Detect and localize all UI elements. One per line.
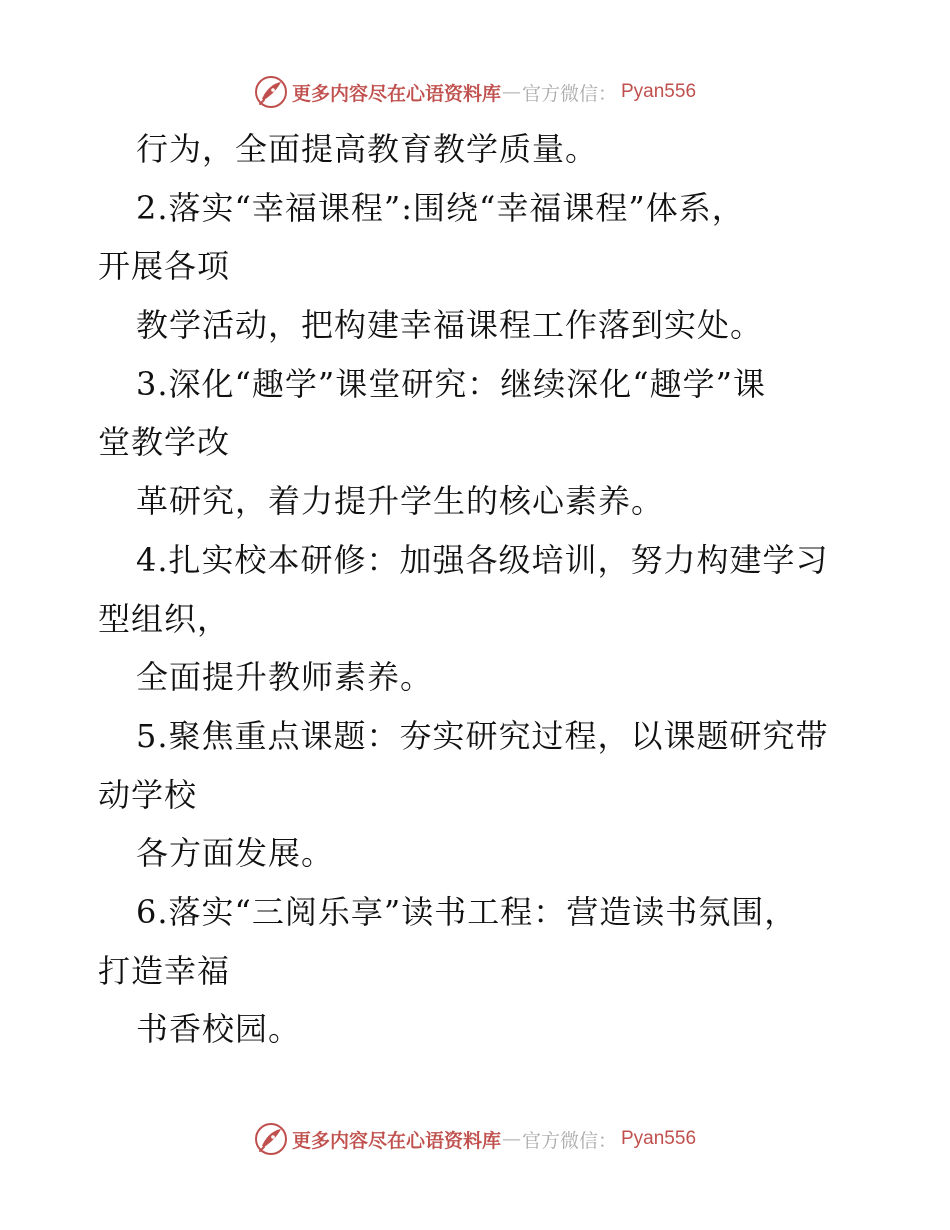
header-banner-dash: — [501,81,521,103]
header-watermark [0,70,950,114]
body-line: 动学校 [98,775,198,814]
footer-banner-dash: — [501,1128,521,1150]
body-line: 全面提升教师素养。 [136,658,434,697]
body-line: 3.深化“趣学”课堂研究：继续深化“趣学”课 [136,364,766,403]
pen-nib-logo-icon [254,1122,288,1156]
body-line: 各方面发展。 [136,834,335,873]
body-line: 行为，全面提高教育教学质量。 [136,130,599,168]
body-line: 堂教学改 [98,423,231,462]
body-line: 书香校园。 [136,1010,302,1049]
body-line: 革研究，着力提升学生的核心素养。 [136,482,665,521]
pen-nib-logo-icon [254,75,288,109]
header-banner-wechat-label: 官方微信： [521,82,617,105]
footer-banner-wechat-label: 官方微信： [521,1129,617,1152]
footer-banner-wechat-id: Pyan556 [621,1128,697,1149]
body-line: 型组织， [98,599,231,638]
body-line: 开展各项 [98,247,231,286]
body-line: 4.扎实校本研修：加强各级培训，努力构建学习 [136,540,829,579]
footer-banner-text: 更多内容尽在心语资料库 [291,1129,501,1152]
header-banner-wechat-id: Pyan556 [621,81,697,102]
body-line: 6.落实“三阅乐享”读书工程：营造读书氛围， [136,892,798,931]
body-line: 5.聚焦重点课题：夯实研究过程，以课题研究带 [136,716,829,755]
body-line: 2.落实“幸福课程”:围绕“幸福课程”体系， [136,188,745,227]
body-line: 打造幸福 [98,951,231,990]
header-banner-text: 更多内容尽在心语资料库 [291,82,501,105]
body-line: 教学活动，把构建幸福课程工作落到实处。 [136,306,764,345]
document-body [98,120,858,1059]
footer-watermark [0,1117,950,1161]
